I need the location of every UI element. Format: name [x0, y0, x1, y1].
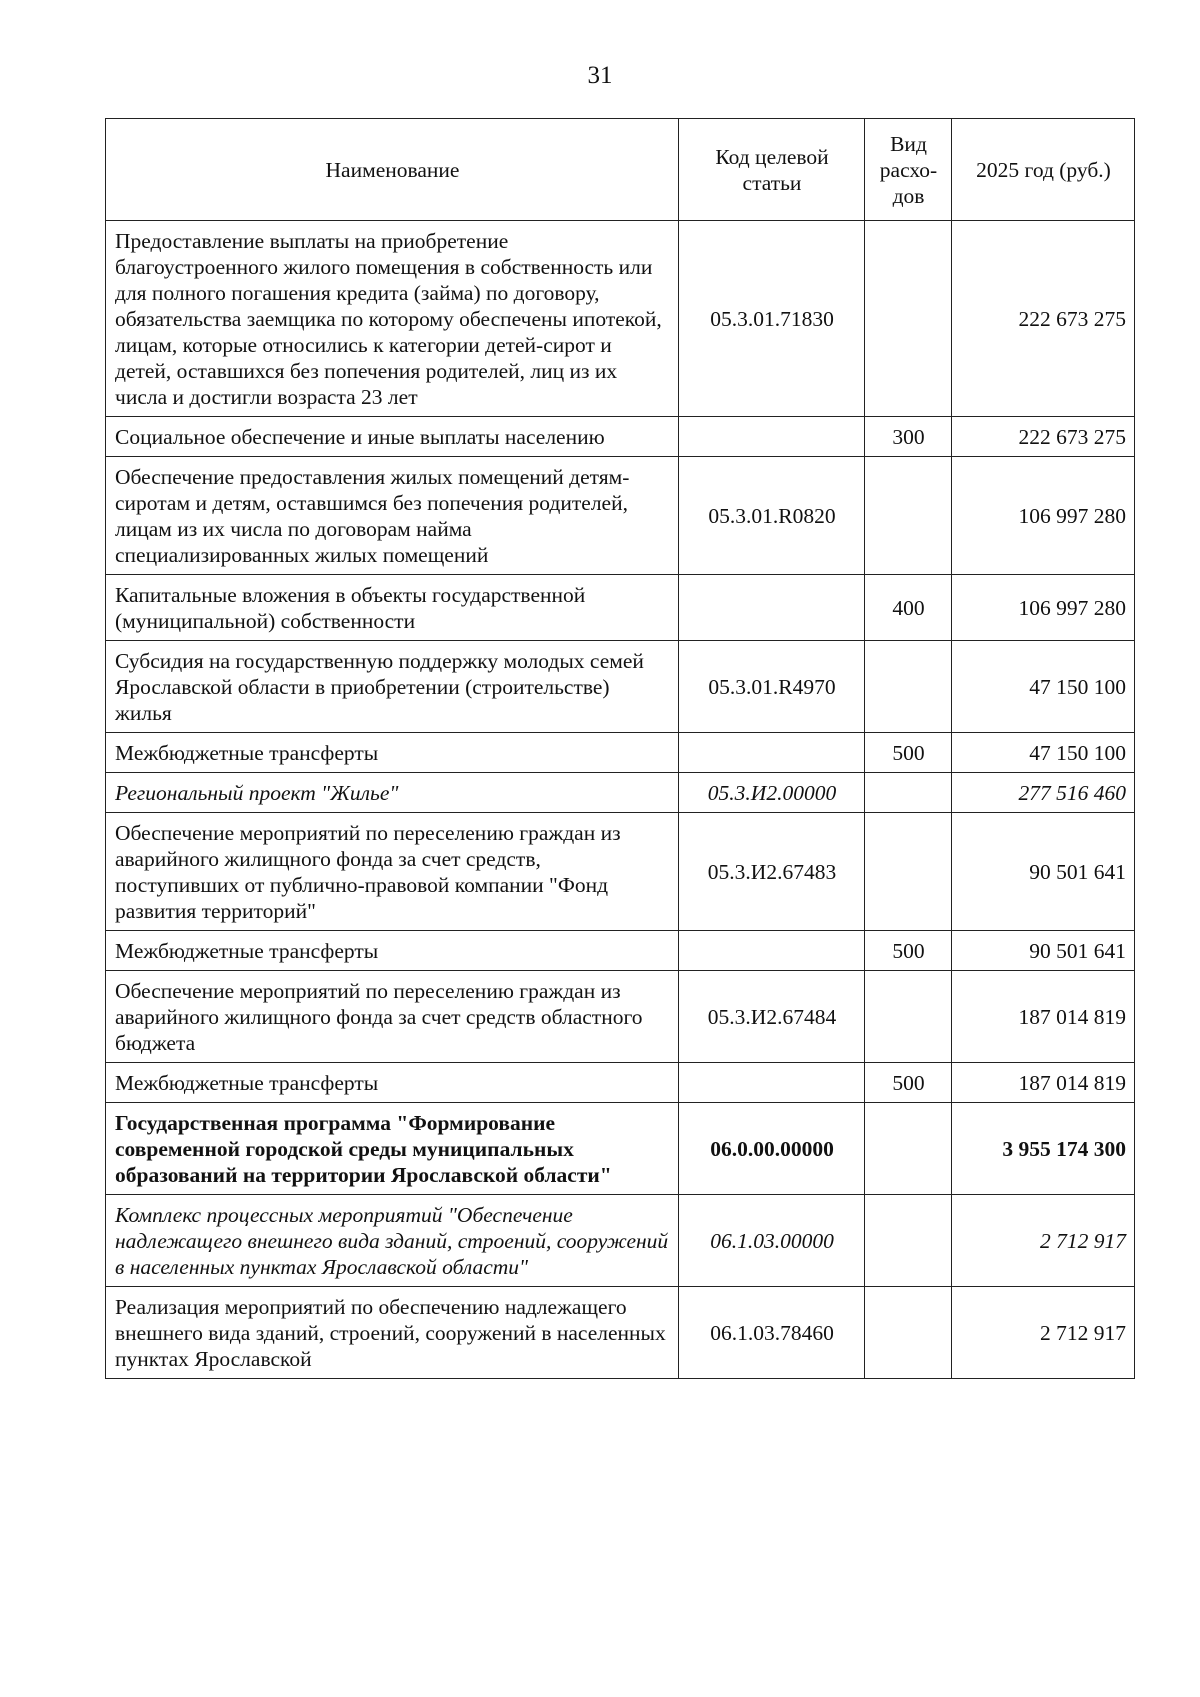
row-code: 05.3.01.R4970 [679, 641, 865, 733]
header-sum: 2025 год (руб.) [952, 119, 1135, 221]
row-kind [865, 1195, 952, 1287]
row-kind [865, 1103, 952, 1195]
row-sum: 277 516 460 [952, 773, 1135, 813]
header-code: Код целевой статьи [679, 119, 865, 221]
table-row [106, 813, 1135, 931]
row-kind [865, 1287, 952, 1379]
row-name: Реализация мероприятий по обеспечению надлежащего внешнего вида зданий, строений, сооружений в населенных пунктах Ярославской [106, 1287, 679, 1379]
row-kind [865, 641, 952, 733]
row-name: Региональный проект "Жилье" [106, 773, 679, 813]
row-name: Обеспечение мероприятий по переселению граждан из аварийного жилищного фонда за счет средств областного бюджета [106, 971, 679, 1063]
table-row [106, 641, 1135, 733]
row-name: Межбюджетные трансферты [106, 931, 679, 971]
table-row-regional-project [106, 773, 1135, 813]
row-kind [865, 813, 952, 931]
row-name: Капитальные вложения в объекты государственной (муниципальной) собственности [106, 575, 679, 641]
row-name: Обеспечение мероприятий по переселению граждан из аварийного жилищного фонда за счет средств, поступивших от публично-правовой компании "Фонд развития территорий" [106, 813, 679, 931]
row-name: Социальное обеспечение и иные выплаты населению [106, 417, 679, 457]
row-kind: 500 [865, 931, 952, 971]
row-code: 05.3.И2.67484 [679, 971, 865, 1063]
row-code: 05.3.И2.67483 [679, 813, 865, 931]
table-row [106, 733, 1135, 773]
row-name: Обеспечение предоставления жилых помещений детям-сиротам и детям, оставшимся без попечения родителей, лицам из их числа по договорам найма специализированных жилых помещений [106, 457, 679, 575]
table-row [106, 1063, 1135, 1103]
row-sum: 222 673 275 [952, 221, 1135, 417]
row-name: Государственная программа "Формирование современной городской среды муниципальных образований на территории Ярославской области" [106, 1103, 679, 1195]
row-code: 05.3.01.R0820 [679, 457, 865, 575]
row-code: 06.1.03.00000 [679, 1195, 865, 1287]
row-name: Субсидия на государственную поддержку молодых семей Ярославской области в приобретении (строительстве) жилья [106, 641, 679, 733]
row-name: Комплекс процессных мероприятий "Обеспечение надлежащего внешнего вида зданий, строений, сооружений в населенных пунктах Ярославской области" [106, 1195, 679, 1287]
row-code [679, 733, 865, 773]
row-code: 06.1.03.78460 [679, 1287, 865, 1379]
row-sum: 90 501 641 [952, 813, 1135, 931]
row-sum: 47 150 100 [952, 641, 1135, 733]
row-name: Межбюджетные трансферты [106, 733, 679, 773]
row-code [679, 417, 865, 457]
budget-table [105, 118, 1135, 1379]
row-sum: 47 150 100 [952, 733, 1135, 773]
row-code: 06.0.00.00000 [679, 1103, 865, 1195]
row-sum: 106 997 280 [952, 575, 1135, 641]
row-name: Предоставление выплаты на приобретение благоустроенного жилого помещения в собственность или для полного погашения кредита (займа) по договору, обязательства заемщика по которому обеспечены ипотекой, лицам, которые относились к категории детей-сирот и детей, оставшихся без попечения родителей, лиц из их числа и достигли возраста 23 лет [106, 221, 679, 417]
row-kind [865, 221, 952, 417]
table-row-state-program [106, 1103, 1135, 1195]
table-row [106, 575, 1135, 641]
header-name: Наименование [106, 119, 679, 221]
row-code [679, 931, 865, 971]
table-row [106, 931, 1135, 971]
table-row [106, 1287, 1135, 1379]
row-sum: 187 014 819 [952, 971, 1135, 1063]
row-kind: 300 [865, 417, 952, 457]
table-header-row [106, 119, 1135, 221]
row-name: Межбюджетные трансферты [106, 1063, 679, 1103]
table-row [106, 457, 1135, 575]
table-row [106, 971, 1135, 1063]
row-sum: 3 955 174 300 [952, 1103, 1135, 1195]
row-sum: 90 501 641 [952, 931, 1135, 971]
row-code [679, 575, 865, 641]
row-sum: 2 712 917 [952, 1195, 1135, 1287]
page-number: 31 [587, 62, 613, 89]
row-kind [865, 457, 952, 575]
row-kind: 500 [865, 733, 952, 773]
row-code [679, 1063, 865, 1103]
row-kind: 500 [865, 1063, 952, 1103]
row-kind [865, 971, 952, 1063]
row-sum: 187 014 819 [952, 1063, 1135, 1103]
row-sum: 222 673 275 [952, 417, 1135, 457]
table-row [106, 417, 1135, 457]
table-row-process-complex [106, 1195, 1135, 1287]
header-kind: Вид расхо-дов [865, 119, 952, 221]
row-kind: 400 [865, 575, 952, 641]
row-kind [865, 773, 952, 813]
row-sum: 2 712 917 [952, 1287, 1135, 1379]
row-code: 05.3.01.71830 [679, 221, 865, 417]
table-row [106, 221, 1135, 417]
row-code: 05.3.И2.00000 [679, 773, 865, 813]
row-sum: 106 997 280 [952, 457, 1135, 575]
